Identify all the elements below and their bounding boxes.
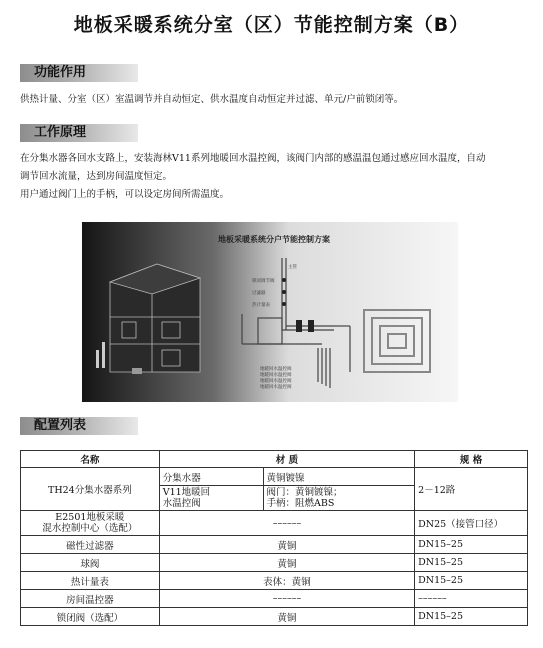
label-heat-meter: 热计量表 xyxy=(252,303,270,308)
cell-material: V11地暖回 水温控阀 xyxy=(159,486,263,511)
house-illustration xyxy=(110,264,200,372)
section-heading-config: 配置列表 xyxy=(20,417,138,435)
page-title: 地板采暖系统分室（区）节能控制方案（B） xyxy=(73,14,470,36)
cell-name: 热计量表 xyxy=(21,572,160,590)
cell-spec: DN15–25 xyxy=(415,572,528,590)
cell-name: 房间温控器 xyxy=(21,590,160,608)
cell-spec: 2－12路 xyxy=(415,468,528,511)
table-row xyxy=(21,468,528,486)
cell-name: 磁性过滤器 xyxy=(21,536,160,554)
cell-spec: DN15–25 xyxy=(415,536,528,554)
cell-spec: DN15–25 xyxy=(415,554,528,572)
cell-spec: DN15–25 xyxy=(415,608,528,626)
table-row xyxy=(21,536,528,554)
section-heading-principle: 工作原理 xyxy=(20,124,138,142)
cell-name: 锁闭阀（选配） xyxy=(21,608,160,626)
system-diagram-figure xyxy=(82,222,458,402)
principle-text-line3: 用户通过阀门上的手柄，可以设定房间所需温度。 xyxy=(20,189,230,200)
table-row xyxy=(21,572,528,590)
cell-material: 黄铜镀镍 xyxy=(263,468,415,486)
label-filter: 过滤器 xyxy=(252,291,266,296)
cell-material: –––––– xyxy=(159,590,414,608)
table-row xyxy=(21,511,528,536)
label-return-valve-2: 地暖回水温控阀 xyxy=(260,373,292,378)
system-diagram xyxy=(82,222,458,402)
table-row xyxy=(21,590,528,608)
cell-material: 表体：黄铜 xyxy=(159,572,414,590)
cell-spec: DN25（接管口径） xyxy=(415,511,528,536)
label-return-valve-4: 地暖回水温控阀 xyxy=(260,385,292,390)
cell-name: TH24分集水器系列 xyxy=(21,468,160,511)
figure-title: 地板采暖系统分户节能控制方案 xyxy=(218,235,330,244)
cell-material: –––––– xyxy=(159,511,414,536)
principle-text-line2: 调节回水流量，达到房间温度恒定。 xyxy=(20,171,173,182)
cell-name: 球阀 xyxy=(21,554,160,572)
label-supply-pipe: 主管 xyxy=(288,265,297,270)
cell-spec: –––––– xyxy=(415,590,528,608)
label-lock-valve: 锁闭调节阀 xyxy=(252,279,275,284)
cell-material: 黄铜 xyxy=(159,554,414,572)
section-heading-function: 功能作用 xyxy=(20,64,138,82)
table-row xyxy=(21,554,528,572)
cell-material: 黄铜 xyxy=(159,608,414,626)
header-name: 名称 xyxy=(21,451,160,468)
table-row xyxy=(21,608,528,626)
cell-name: E2501地板采暖 混水控制中心（选配） xyxy=(21,511,160,536)
config-table xyxy=(20,450,528,626)
label-return-valve-1: 地暖回水温控阀 xyxy=(260,367,292,372)
label-return-valve-3: 地暖回水温控阀 xyxy=(260,379,292,384)
cell-material: 阀门：黄铜镀镍； 手柄：阻燃ABS xyxy=(263,486,415,511)
principle-text-line1: 在分集水器各回水支路上，安装海林V11系列地暖回水温控阀，该阀门内部的感温温包通过感应回水温度，自动 xyxy=(20,153,486,164)
header-spec: 规 格 xyxy=(415,451,528,468)
header-material: 材 质 xyxy=(159,451,414,468)
table-header-row xyxy=(21,451,528,468)
cell-material: 分集水器 xyxy=(159,468,263,486)
cell-material: 黄铜 xyxy=(159,536,414,554)
function-text: 供热计量、分室（区）室温调节并自动恒定、供水温度自动恒定并过滤、单元/户前锁闭等。 xyxy=(20,94,404,105)
